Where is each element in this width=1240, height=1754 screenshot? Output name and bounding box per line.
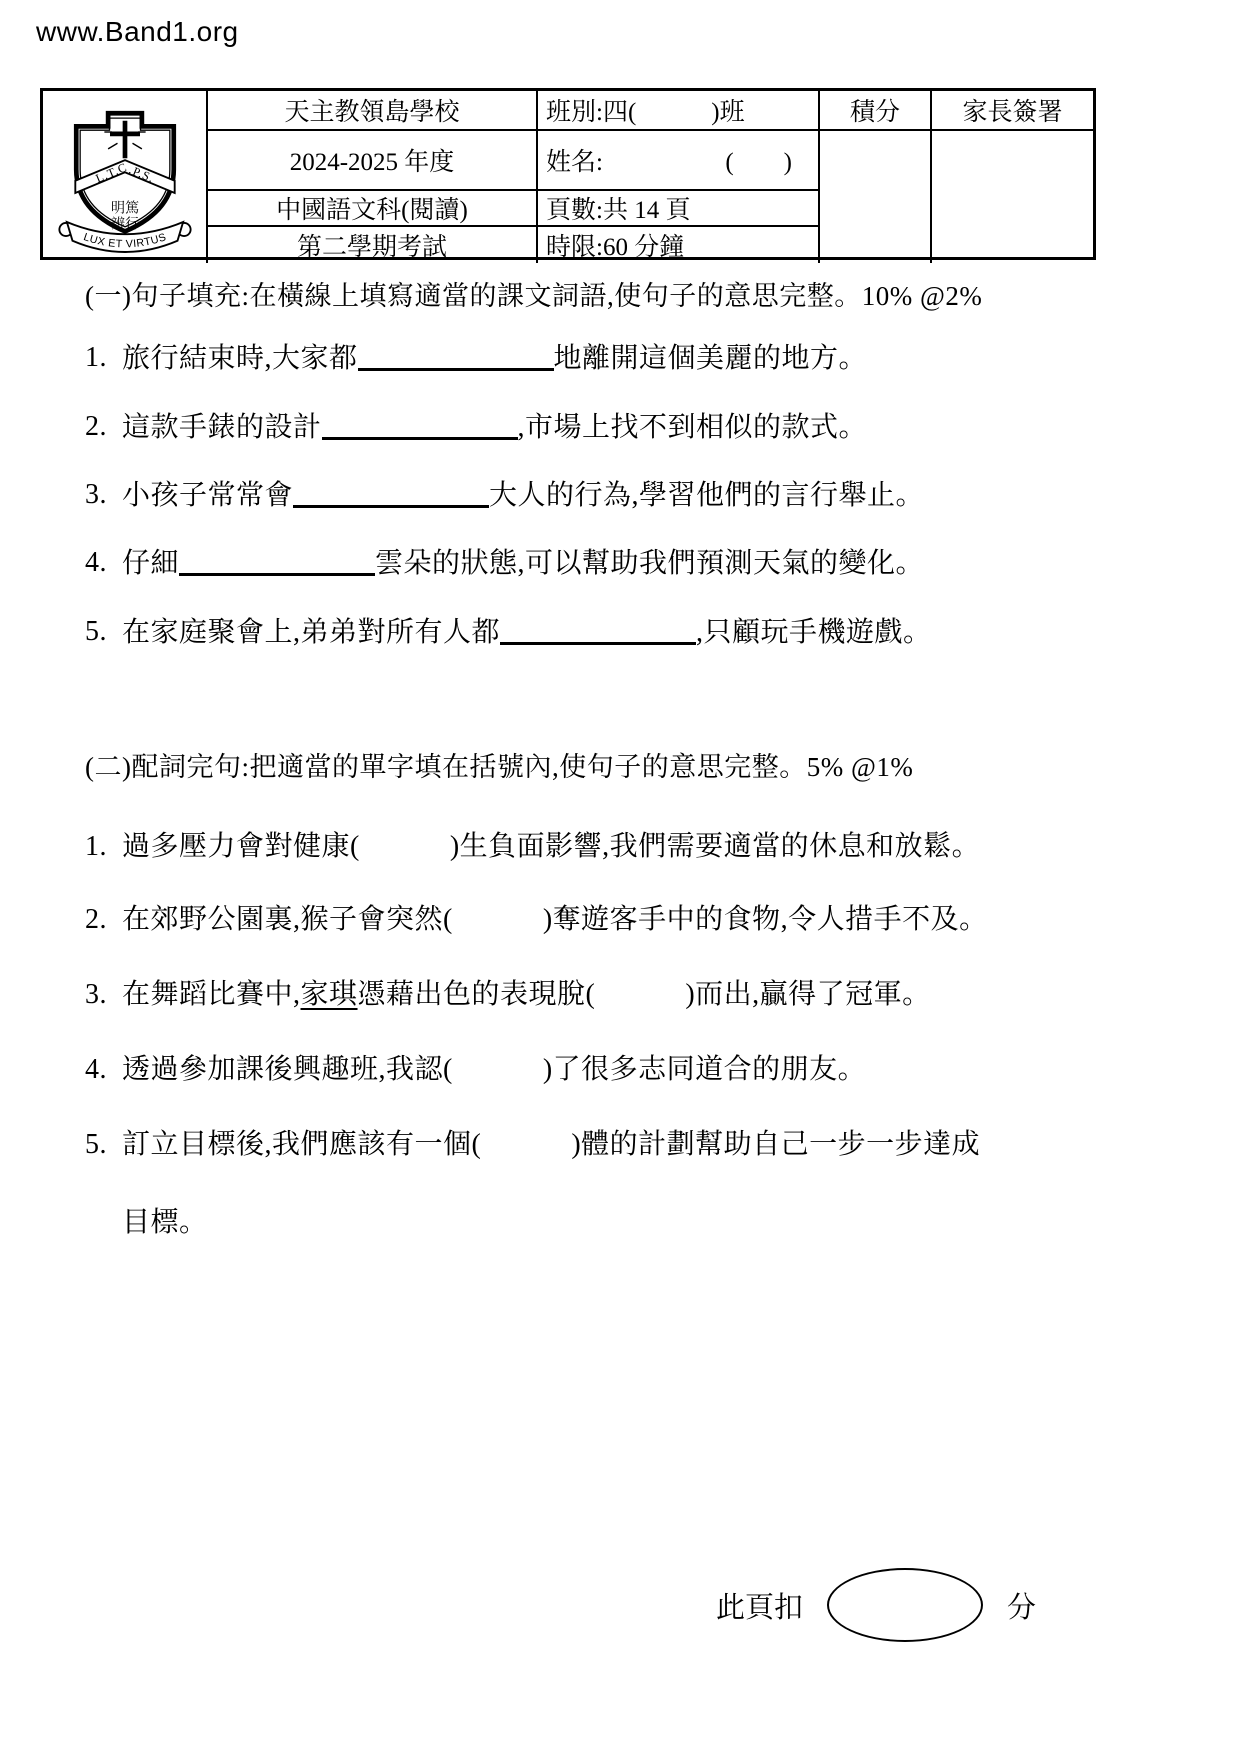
question-text-post: 雲朵的狀態,可以幫助我們預測天氣的變化。	[375, 548, 925, 579]
question-text	[122, 977, 931, 1012]
question-text-post: ,只顧玩手機遊戲。	[696, 617, 932, 648]
question-row-s1q2	[85, 409, 867, 445]
subject-name: 中國語文科(閱讀)	[208, 191, 538, 227]
question-row-s1q4	[85, 545, 924, 581]
section2-title: (二)配詞完句:把適當的單字填在括號內,使句子的意思完整。5% @1%	[85, 752, 914, 782]
question-number: 3.	[85, 979, 107, 1010]
question-text-pre: 過多壓力會對健康(	[122, 831, 360, 862]
question-row-s2q3	[85, 977, 931, 1012]
question-text-pre: 小孩子常常會	[122, 480, 294, 511]
school-crest-icon	[50, 94, 200, 260]
exam-header-table	[40, 88, 1096, 260]
parent-signature-box[interactable]	[932, 131, 1093, 263]
question-text	[122, 829, 980, 864]
question-number: 4.	[85, 1054, 107, 1085]
question-text-pre: 在郊野公園裏,猴子會突然(	[122, 904, 453, 935]
question-text-post: 大人的行為,學習他們的言行舉止。	[489, 480, 925, 511]
question-text-post: )體的計劃幫助自己一步一步達成	[571, 1129, 981, 1160]
question-text	[122, 545, 924, 581]
question-text-pre: 旅行結束時,大家都	[122, 343, 358, 374]
pages-info: 頁數:共 14 頁	[538, 191, 820, 227]
question-row-s1q3	[85, 477, 924, 513]
deduction-unit-label: 分	[1007, 1591, 1037, 1624]
time-limit-info: 時限:60 分鐘	[538, 227, 820, 263]
question-number: 2.	[85, 411, 107, 442]
parent-signature-header: 家長簽署	[932, 91, 1093, 131]
answer-blank[interactable]	[293, 477, 489, 508]
question-number: 1.	[85, 342, 107, 373]
question-row-s2q1	[85, 829, 980, 864]
question-text-pre: 仔細	[122, 548, 180, 579]
crest-initials: L.T.C.P.S.	[93, 159, 156, 186]
question-row-s1q5	[85, 614, 932, 650]
question-text-post: )生負面影響,我們需要適當的休息和放鬆。	[449, 831, 981, 862]
question-text-pre: 透過參加課後興趣班,我認(	[122, 1054, 453, 1085]
question-number: 5.	[85, 1129, 107, 1160]
question-number: 5.	[85, 616, 107, 647]
question-text	[122, 902, 988, 937]
question-row-s2q4	[85, 1052, 866, 1087]
school-name: 天主教領島學校	[208, 91, 538, 131]
question-row-s2q2	[85, 902, 988, 937]
question-text-post: )奪遊客手中的食物,令人措手不及。	[542, 904, 988, 935]
question-text-post: ,市場上找不到相似的款式。	[517, 412, 868, 443]
name-field[interactable]	[538, 131, 820, 191]
question-number: 4.	[85, 547, 107, 578]
score-header: 積分	[820, 91, 932, 131]
question-text	[122, 1127, 980, 1162]
question-number: 3.	[85, 479, 107, 510]
deduction-label: 此頁扣	[716, 1591, 804, 1624]
class-field[interactable]: 班別:四( )班	[538, 91, 820, 131]
question-text-pre: 在家庭聚會上,弟弟對所有人都	[122, 617, 501, 648]
question-text-pre: 這款手錶的設計	[122, 412, 322, 443]
answer-blank[interactable]	[179, 545, 375, 576]
answer-blank[interactable]	[358, 340, 554, 371]
page-deduction-footer	[716, 1568, 1036, 1642]
answer-blank[interactable]	[500, 614, 696, 645]
question-text-post: )而出,贏得了冠軍。	[685, 979, 931, 1010]
crest-motto-cn-2: 辨行	[110, 216, 139, 233]
exam-term: 第二學期考試	[208, 227, 538, 263]
question-continuation: 目標。	[122, 1207, 208, 1238]
score-box[interactable]	[820, 131, 932, 263]
crest-motto-latin: LUX ET VIRTUS	[81, 231, 168, 251]
name-label: 姓名:	[546, 149, 603, 176]
watermark-url: www.Band1.org	[36, 16, 239, 47]
question-number: 1.	[85, 831, 107, 862]
question-text-mid: 憑藉出色的表現脫(	[357, 979, 596, 1010]
answer-blank[interactable]	[322, 409, 518, 440]
question-text	[122, 1052, 866, 1087]
question-text	[122, 477, 924, 513]
question-text-pre: 在舞蹈比賽中,	[122, 979, 301, 1010]
name-paren: ( )	[725, 149, 792, 176]
question-row-s1q1	[85, 340, 867, 376]
question-text-post: )了很多志同道合的朋友。	[542, 1054, 867, 1085]
section1-title: (一)句子填充:在橫線上填寫適當的課文詞語,使句子的意思完整。10% @2%	[85, 281, 983, 311]
question-row-s2q5	[85, 1127, 980, 1162]
school-crest-logo	[43, 91, 208, 263]
underlined-name: 家琪	[300, 979, 358, 1010]
question-text	[122, 614, 932, 650]
question-text-post: 地離開這個美麗的地方。	[553, 343, 868, 374]
question-text	[122, 409, 867, 445]
question-text	[122, 340, 867, 376]
question-number: 2.	[85, 904, 107, 935]
crest-motto-cn-1: 明篤	[110, 200, 139, 217]
deduction-score-oval[interactable]	[827, 1568, 983, 1642]
school-year: 2024-2025 年度	[208, 131, 538, 191]
question-text-pre: 訂立目標後,我們應該有一個(	[122, 1129, 482, 1160]
